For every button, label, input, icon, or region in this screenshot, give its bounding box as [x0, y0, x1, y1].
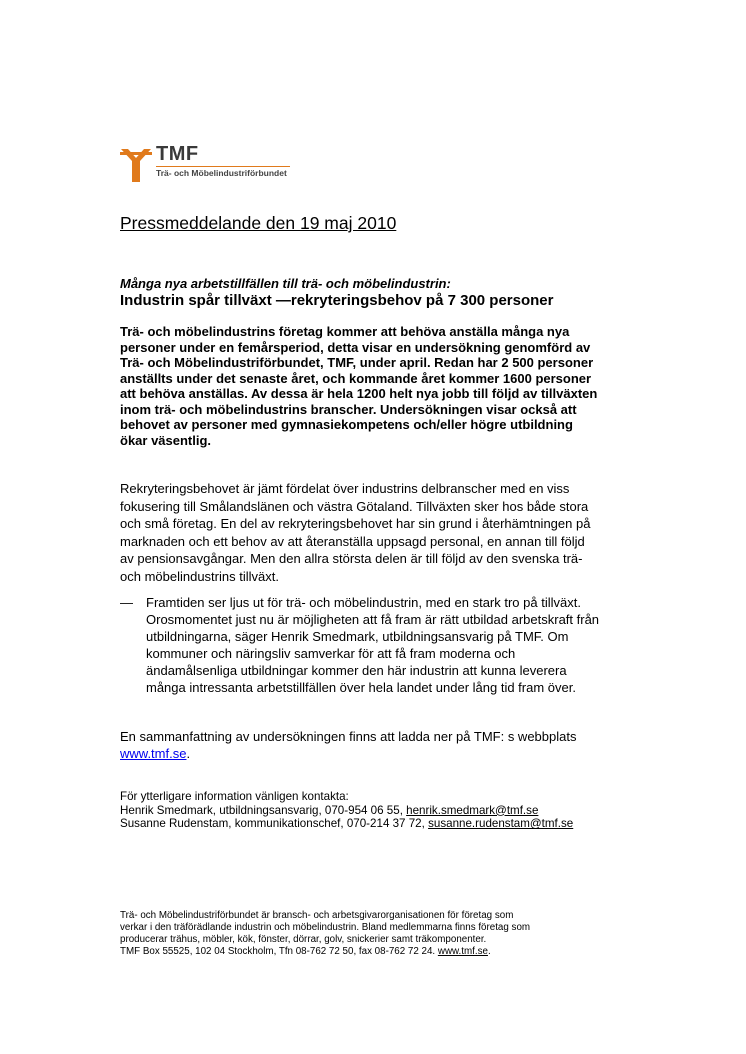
lead-line: behovet av personer med gymnasiekompetens och/eller högre utbildning [120, 417, 573, 432]
lead-line: inom trä- och möbelindustrins branscher. Undersökningen visar också att [120, 401, 577, 417]
contact-email-2[interactable]: susanne.rudenstam@tmf.se [428, 817, 574, 831]
quote-line: utbildningarna, säger Henrik Smedmark, utbildningsansvarig på TMF. Om [146, 629, 569, 644]
body-line: fokusering till Smålandslänen och västra Götaland. Tillväxten sker hos både stora [120, 498, 589, 514]
body-line: och små företag. En del av rekryteringsbehovet har sin grund i återhämtningen på [120, 516, 591, 531]
summary-text: En sammanfattning av undersökningen finns att ladda ner på TMF: s webbplats [120, 729, 577, 744]
article-headline: Industrin spår tillväxt —rekryteringsbehov på 7 300 personer [120, 292, 554, 309]
body-line: marknaden och ett behov av att återanställa uppsagd personal, en annan till följd [120, 533, 585, 549]
lead-line: Trä- och möbelindustrins företag kommer att behöva anställa många nya [120, 324, 570, 339]
body-paragraph [120, 480, 640, 585]
lead-line: ökar väsentlig. [120, 432, 212, 448]
quote-line: ändamålsenliga utbildningar kommer den här industrin att kunna leverera [146, 663, 567, 678]
footer-line: Trä- och Möbelindustriförbundet är bransch- och arbetsgivarorganisationen för företag som [120, 910, 514, 921]
lead-line: att behöva anställas. Av dessa är hela 1200 helt nya jobb till följd av tillväxten [120, 386, 598, 401]
quote-line: Orosmomentet just nu är möjligheten att få fram är rätt utbildad arbetskraft från [146, 612, 600, 627]
footer-website-link[interactable]: www.tmf.se [437, 946, 488, 957]
body-line: av pensionsavgångar. Men den allra största delen är till följd av den svenska trä- [120, 551, 583, 566]
lead-line: anställts under det senaste året, och kommande året kommer 1600 personer [120, 370, 592, 386]
lead-line: Trä- och Möbelindustriförbundet, TMF, under april. Redan har 2 500 personer [120, 355, 594, 370]
footer-address: TMF Box 55525, 102 04 Stockholm, Tfn 08-762 72 50, fax 08-762 72 24. [120, 946, 438, 957]
contact-intro: För ytterligare information vänligen kontakta: [120, 790, 349, 803]
logo-divider [156, 166, 290, 167]
footer-line: verkar i den träförädlande industrin och möbelindustrin. Bland medlemmarna finns företag som [120, 922, 531, 933]
tmf-logo [120, 143, 320, 186]
contact-block [120, 790, 573, 831]
body-line: och möbelindustrins tillväxt. [120, 568, 279, 584]
website-link[interactable]: www.tmf.se [120, 746, 187, 761]
lead-line: personer under en femårsperiod, detta visar en undersökning genomförd av [120, 339, 591, 355]
quote-dash: — [120, 595, 133, 610]
quote-text [146, 594, 599, 696]
summary-end: . [186, 746, 191, 761]
logo-name: TMF [156, 143, 199, 165]
footer-block [120, 910, 530, 958]
contact-person-2-text: Susanne Rudenstam, kommunikationschef, 070-214 37 72, [120, 817, 429, 831]
logo-subtitle: Trä- och Möbelindustriförbundet [156, 168, 287, 178]
contact-email-1[interactable]: henrik.smedmark@tmf.se [406, 803, 539, 817]
footer-line: producerar trähus, möbler, kök, fönster, dörrar, golv, snickerier samt träkomponenter. [120, 934, 487, 945]
tmf-logo-mark-icon [120, 146, 152, 184]
footer-address-line [120, 946, 530, 958]
contact-person-1-text: Henrik Smedmark, utbildningsansvarig, 070-954 06 55, [120, 803, 407, 817]
footer-end: . [487, 946, 491, 957]
body-line: Rekryteringsbehovet är jämt fördelat över industrins delbranscher med en viss [120, 481, 570, 496]
summary-paragraph [120, 728, 660, 762]
quote-line: kommuner och näringsliv samverkar för att få fram moderna och [146, 646, 516, 661]
quote-line: Framtiden ser ljus ut för trä- och möbelindustrin, med en stark tro på tillväxt. [146, 595, 581, 610]
contact-person-1 [120, 804, 573, 818]
article-kicker: Många nya arbetstillfällen till trä- och möbelindustrin: [120, 276, 451, 291]
lead-paragraph [120, 324, 640, 448]
press-release-title: Pressmeddelande den 19 maj 2010 [120, 213, 397, 233]
contact-person-2 [120, 817, 573, 831]
quote-line: många intressanta arbetstillfällen över hela landet under lång tid fram över. [146, 680, 576, 695]
